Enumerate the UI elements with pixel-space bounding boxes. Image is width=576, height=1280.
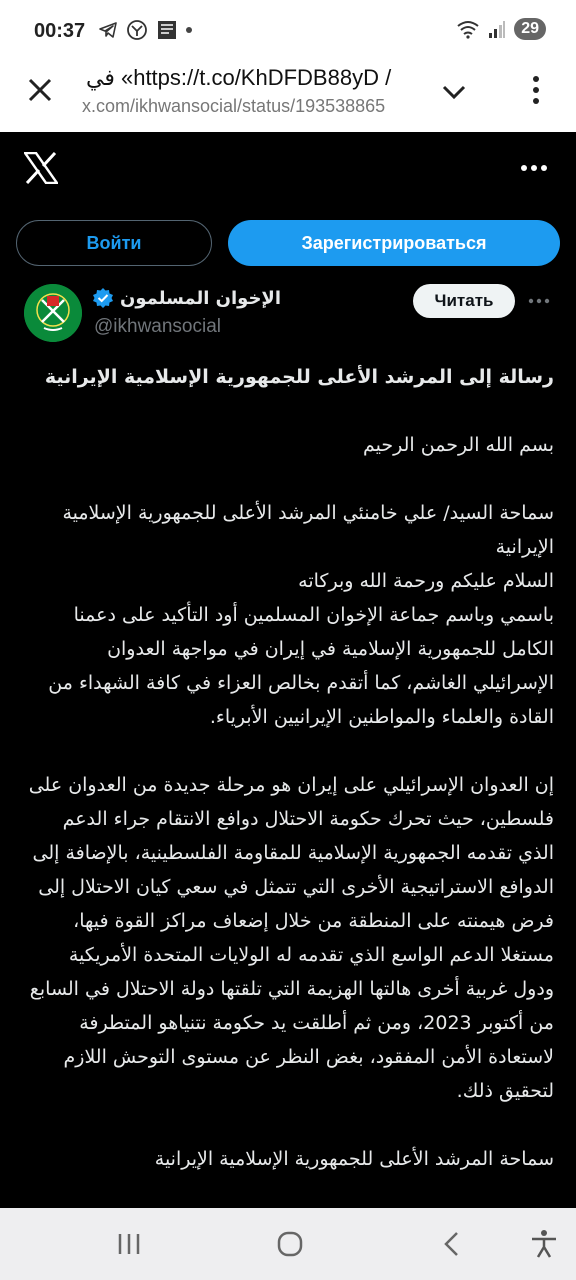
tweet-text [24,360,554,1176]
system-nav-bar [0,1208,576,1280]
url-text[interactable]: x.com/ikhwansocial/status/193538865 [82,96,386,116]
signal-icon [488,19,506,39]
tweet-address: سماحة السيد/ علي خامنئي المرشد الأعلى للجمهورية الإسلامية الإيرانية [62,502,554,558]
more-options-icon[interactable] [520,160,548,176]
tweet-paragraph: سماحة المرشد الأعلى للجمهورية الإسلامية الإيرانية [154,1148,554,1170]
tweet-title: رسالة إلى المرشد الأعلى للجمهورية الإسلامية الإيرانية [44,366,554,388]
x-logo-icon[interactable] [24,152,58,184]
login-button[interactable]: Войти [16,220,212,266]
system-icons [456,18,546,40]
overflow-menu-icon[interactable] [524,74,548,106]
telegram-icon [98,20,118,40]
tweet-greeting: السلام عليكم ورحمة الله وبركاته [298,570,554,592]
news-icon [156,19,178,41]
author-name[interactable]: الإخوان المسلمون [120,287,282,309]
chevron-down-icon[interactable] [440,78,468,106]
tweet-paragraph: إن العدوان الإسرائيلي على إيران هو مرحلة جديدة من العدوان على فلسطين، حيث تحرك حكومة الاحتلال دوافع الانتقام جراء الدعم الذي تقدمه الجمهورية الإسلامية للمقاومة الفلسطينية، بالإضافة إلى الدوافع الاستراتيجية الأخرى التي تتمثل في سعي كيان الاحتلال إلى فرض هيمنته على المنطقة من خلال إضعاف مراكز القوة فيها، مستغلا الدعم الواسع الذي تقدمه له الولايات المتحدة الأمريكية ودول غربية أخرى هالتها الهزيمة التي تلقتها دولة الاحتلال في السابع من أكتوبر 2023، ومن ثم أطلقت يد حكومة نتنياهو المتطرفة لاستعادة الأمن المفقود، بغض النظر عن مستوى التوحش اللازم لتحقيق ذلك. [28,774,554,1102]
accessibility-icon[interactable] [528,1228,560,1260]
author-name-row[interactable] [92,287,281,309]
verified-badge-icon [92,287,114,309]
tweet-paragraph: باسمي وباسم جماعة الإخوان المسلمين أود التأكيد على دعمنا الكامل للجمهورية الإسلامية في إيران في مواجهة العدوان الإسرائيلي الغاشم، كما أتقدم بخالص العزاء في كافة الشهداء من القادة والعلماء والمواطنين الإيرانيين الأبرياء. [48,604,554,728]
page-title: في «https://t.co/KhDFDB88yD / [86,65,392,90]
more-notifications-icon [186,27,192,33]
notification-icons [98,19,192,41]
status-time: 00:37 [34,20,86,42]
home-icon[interactable] [274,1228,306,1260]
tweet-basmala: بسم الله الرحمن الرحيم [363,434,554,456]
author-handle[interactable]: @ikhwansocial [94,316,222,337]
follow-button[interactable]: Читать [413,284,515,318]
signup-button[interactable]: Зарегистрироваться [228,220,560,266]
browser-toolbar [0,62,576,132]
status-bar [0,0,576,62]
close-icon[interactable] [24,74,56,106]
battery-indicator: 29 [514,18,546,40]
tweet-more-icon[interactable] [528,297,550,305]
avatar[interactable] [24,284,82,342]
wifi-icon [456,19,480,39]
recents-icon[interactable] [113,1228,145,1260]
brotherhood-logo-icon [24,284,82,342]
vpn-icon [126,19,148,41]
back-icon[interactable] [436,1228,468,1260]
